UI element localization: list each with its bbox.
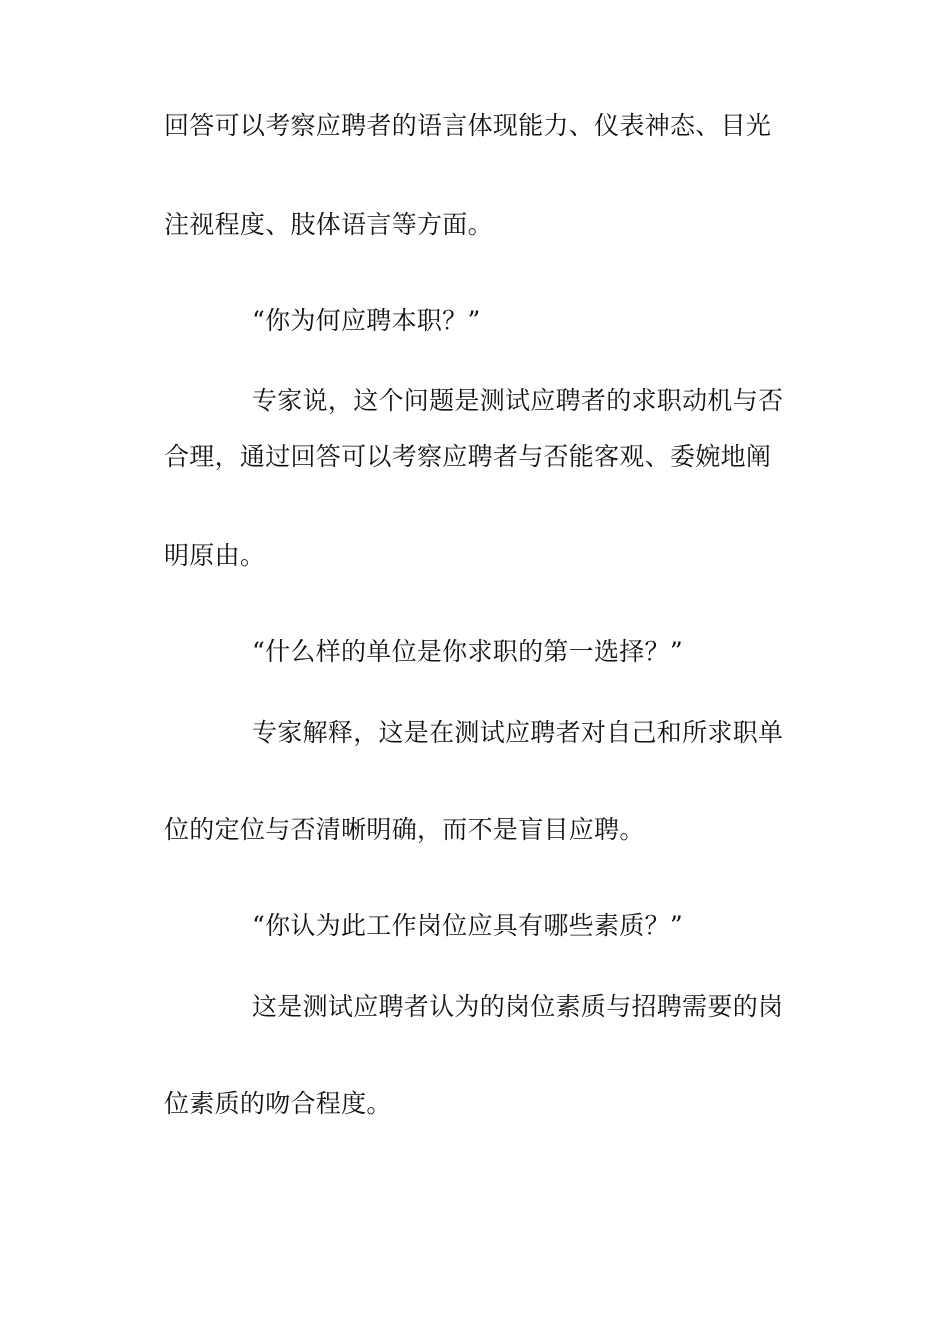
question-line: “你为何应聘本职？” [252,306,481,335]
body-text-line: 注视程度、肢体语言等方面。 [164,210,493,239]
answer-text-line: 位素质的吻合程度。 [164,1089,392,1118]
answer-text-line: 专家说，这个问题是测试应聘者的求职动机与否 [252,386,784,415]
question-line: “你认为此工作岗位应具有哪些素质？” [252,911,683,940]
body-text-line: 回答可以考察应聘者的语言体现能力、仪表神态、目光 [164,111,772,140]
question-line: “什么样的单位是你求职的第一选择？” [252,637,683,666]
answer-text-line: 位的定位与否清晰明确，而不是盲目应聘。 [164,815,645,844]
answer-text-line: 合理，通过回答可以考察应聘者与否能客观、委婉地阐 [164,442,772,471]
answer-text-line: 明原由。 [164,541,266,570]
answer-text-line: 这是测试应聘者认为的岗位素质与招聘需要的岗 [252,992,784,1021]
answer-text-line: 专家解释，这是在测试应聘者对自己和所求职单 [252,718,784,747]
